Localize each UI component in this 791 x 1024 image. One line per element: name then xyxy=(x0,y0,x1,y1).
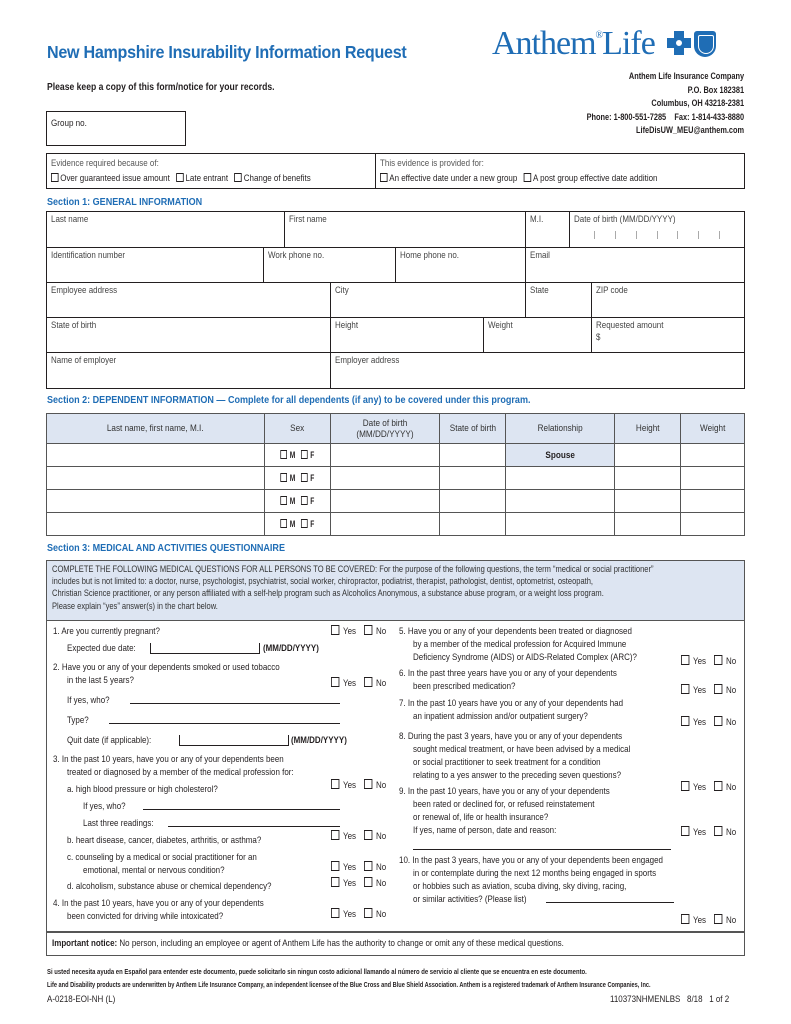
question-3-cont: treated or diagnosed by a member of the medical profession for: xyxy=(67,767,294,778)
sex-m-checkbox[interactable] xyxy=(281,496,288,505)
field-label: Height xyxy=(335,320,359,331)
question-7: 7. In the past 10 years have you or any of your dependents had xyxy=(399,698,624,709)
logo-brand: Anthem xyxy=(492,25,596,62)
logo-suffix: Life xyxy=(602,25,655,62)
company-name: Anthem Life Insurance Company xyxy=(628,71,744,81)
dependents-table xyxy=(46,413,745,536)
question-1: 1. Are you currently pregnant? xyxy=(53,626,160,637)
intro-line: includes but is not limited to: a doctor, nurse, psychologist, psychiatrist, social worker, chiropractor, podiatrist, therapist, pathologist, dentist, optometrist, osteopath, xyxy=(52,576,594,587)
question-10-cont: or similar activities? (Please list) xyxy=(413,894,527,905)
question-5-cont: Deficiency Syndrome (AIDS) or AIDS-Related Complex (ARC)? xyxy=(413,652,637,663)
question-10: 10. In the past 3 years, have you or any of your dependents been engaged xyxy=(399,855,663,866)
sex-m-checkbox[interactable] xyxy=(281,473,288,482)
questions-box xyxy=(46,620,745,932)
no-checkbox[interactable] xyxy=(364,861,372,871)
type-label: Type? xyxy=(67,715,89,726)
yes-checkbox[interactable] xyxy=(681,826,689,836)
weight-cell[interactable] xyxy=(681,490,745,513)
employer-address-field[interactable] xyxy=(331,353,744,388)
no-checkbox[interactable] xyxy=(714,684,722,694)
relationship-cell[interactable] xyxy=(506,513,615,536)
who-input[interactable] xyxy=(143,800,340,810)
option-post-group[interactable] xyxy=(524,173,658,184)
no-checkbox[interactable] xyxy=(714,781,722,791)
option-late-entrant[interactable] xyxy=(176,173,228,184)
intro-line: COMPLETE THE FOLLOWING MEDICAL QUESTIONS FOR ALL PERSONS TO BE COVERED: For the purpose of the following questions, the term “medical or social practitioner” xyxy=(52,564,654,574)
readings-label: Last three readings: xyxy=(83,818,154,829)
group-number-label: Group no. xyxy=(51,118,87,129)
name-cell[interactable] xyxy=(47,513,265,536)
question-3a: a. high blood pressure or high cholesterol? xyxy=(67,784,218,795)
state-field[interactable] xyxy=(526,283,592,317)
option-label: Late entrant xyxy=(185,173,229,184)
col-relationship: Relationship xyxy=(506,414,615,444)
page-title: New Hampshire Insurability Information Request xyxy=(47,42,407,62)
no-checkbox[interactable] xyxy=(714,914,722,924)
question-6-cont: been prescribed medication? xyxy=(413,681,516,692)
notice-label: Important notice: xyxy=(52,938,118,949)
email-field[interactable] xyxy=(526,248,744,282)
type-input[interactable] xyxy=(109,714,340,724)
question-7-cont: an inpatient admission and/or outpatient surgery? xyxy=(413,711,588,722)
important-notice xyxy=(46,932,745,956)
question-9-cont: or renewal of, life or health insurance? xyxy=(413,812,549,823)
dob-cell[interactable] xyxy=(331,444,440,467)
q3c-yes-no: Yes No xyxy=(331,861,388,873)
quit-date-input[interactable] xyxy=(179,735,289,746)
name-cell[interactable] xyxy=(47,444,265,467)
dob-cell[interactable] xyxy=(331,513,440,536)
option-label: Change of benefits xyxy=(243,173,311,184)
height-field[interactable] xyxy=(331,318,484,352)
yes-checkbox[interactable] xyxy=(331,677,339,687)
weight-field[interactable] xyxy=(484,318,592,352)
due-date-label: Expected due date: xyxy=(67,643,136,654)
field-label: Employer address xyxy=(335,355,400,366)
relationship-cell[interactable] xyxy=(506,490,615,513)
question-4-cont: been convicted for driving while intoxicated? xyxy=(67,911,224,922)
question-10-cont: or hobbies such as aviation, scuba diving, sky diving, racing, xyxy=(413,881,627,892)
q3a-yes-no: Yes No xyxy=(331,779,388,791)
employer-name-field[interactable] xyxy=(47,353,331,388)
yes-checkbox[interactable] xyxy=(331,830,339,840)
q10-yes-no: Yes No xyxy=(681,914,738,926)
q8-yes-no: Yes No xyxy=(681,781,738,793)
field-label: Last name xyxy=(51,214,89,225)
no-checkbox[interactable] xyxy=(364,779,372,789)
weight-cell[interactable] xyxy=(681,444,745,467)
currency-symbol: $ xyxy=(596,332,601,343)
state-cell[interactable] xyxy=(440,444,506,467)
weight-cell[interactable] xyxy=(681,513,745,536)
home-phone-field[interactable] xyxy=(396,248,526,282)
section3-heading: Section 3: MEDICAL AND ACTIVITIES QUESTIONNAIRE xyxy=(47,542,285,554)
field-label: Identification number xyxy=(51,250,126,261)
question-3: 3. In the past 10 years, have you or any of your dependents been xyxy=(53,754,284,765)
intro-line: Christian Science practitioner, or any person affiliated with a self-help program such as Alcoholics Anonymous, a substance abuse program, or a weight loss program. xyxy=(52,588,604,599)
who-input[interactable] xyxy=(130,694,340,704)
field-label: Date of birth (MM/DD/YYYY) xyxy=(574,214,676,225)
keep-copy-note: Please keep a copy of this form/notice for your records. xyxy=(47,82,275,93)
question-2-cont: in the last 5 years? xyxy=(67,675,134,686)
option-label: An effective date under a new group xyxy=(389,173,518,184)
checkbox[interactable] xyxy=(380,173,388,182)
option-label: A post group effective date addition xyxy=(532,173,658,184)
spanish-notice: Si usted necesita ayuda en Español para entender este documento, puede solicitarlo sin ningun costo adicional llamando al número de servicio al cliente que se encuentra en este documento. xyxy=(47,967,587,976)
activities-input[interactable] xyxy=(546,893,674,903)
checkbox[interactable] xyxy=(176,173,184,182)
questionnaire-intro xyxy=(46,560,745,620)
po-box: P.O. Box 182381 xyxy=(687,84,744,95)
question-8-cont: sought medical treatment, or have been advised by a medical xyxy=(413,744,631,755)
due-date-input[interactable] xyxy=(150,643,260,654)
dob-field[interactable] xyxy=(570,212,744,247)
blue-shield-icon xyxy=(694,31,716,57)
no-checkbox[interactable] xyxy=(714,655,722,665)
field-label: City xyxy=(335,285,349,296)
company-address xyxy=(552,70,744,138)
question-4: 4. In the past 10 years, have you or any of your dependents xyxy=(53,898,264,909)
sex-m-checkbox[interactable] xyxy=(281,450,288,459)
field-label: M.I. xyxy=(530,214,544,225)
no-checkbox[interactable] xyxy=(714,826,722,836)
who-label: If yes, who? xyxy=(67,695,110,706)
sex-cell: M F xyxy=(265,467,331,490)
field-label: State xyxy=(530,285,549,296)
employee-address-field[interactable] xyxy=(47,283,331,317)
anthem-life-logo: Anthem®Life xyxy=(492,24,716,64)
field-label: Work phone no. xyxy=(268,250,325,261)
question-3c: c. counseling by a medical or social practitioner for an xyxy=(67,852,257,863)
company-city: Columbus, OH 43218-2381 xyxy=(651,98,744,108)
dob-cell[interactable] xyxy=(331,490,440,513)
mi-field[interactable] xyxy=(526,212,570,247)
yes-checkbox[interactable] xyxy=(681,914,689,924)
section1-heading: Section 1: GENERAL INFORMATION xyxy=(47,196,203,208)
q1-yes-no: Yes No xyxy=(331,625,388,637)
sex-cell: M F xyxy=(265,513,331,536)
evidence-box xyxy=(46,153,745,189)
sex-cell: M F xyxy=(265,444,331,467)
question-3d: d. alcoholism, substance abuse or chemical dependency? xyxy=(67,881,272,892)
sex-f-checkbox[interactable] xyxy=(301,496,308,505)
relationship-cell[interactable] xyxy=(506,467,615,490)
height-cell[interactable] xyxy=(615,513,681,536)
yes-checkbox[interactable] xyxy=(681,781,689,791)
section2-heading: Section 2: DEPENDENT INFORMATION — Complete for all dependents (if any) to be covered under this program. xyxy=(47,394,531,406)
table-row xyxy=(47,490,745,513)
sex-f-checkbox[interactable] xyxy=(301,450,308,459)
document-code: 110373NHMENLBS 8/18 1 of 2 xyxy=(610,994,730,1005)
q7-yes-no: Yes No xyxy=(681,716,738,728)
first-name-field[interactable] xyxy=(285,212,526,247)
col-weight: Weight xyxy=(681,414,745,444)
question-3c-cont: emotional, mental or nervous condition? xyxy=(83,865,225,876)
group-number-field[interactable] xyxy=(46,111,186,146)
sex-cell: M F xyxy=(265,490,331,513)
question-9: 9. In the past 10 years, have you or any of your dependents xyxy=(399,786,610,797)
question-8-cont: relating to a yes answer to the preceding seven questions? xyxy=(413,770,622,781)
question-9-cont: been rated or declined for, or refused reinstatement xyxy=(413,799,595,810)
checkbox[interactable] xyxy=(51,173,59,182)
col-height: Height xyxy=(615,414,681,444)
no-checkbox[interactable] xyxy=(714,716,722,726)
quit-date-label: Quit date (if applicable): xyxy=(67,735,152,746)
company-email: LifeDisUW_MEU@anthem.com xyxy=(635,125,744,135)
question-9-reason-label: If yes, name of person, date and reason: xyxy=(413,825,557,836)
zip-field[interactable] xyxy=(592,283,744,317)
checkbox[interactable] xyxy=(235,173,243,182)
yes-checkbox[interactable] xyxy=(681,655,689,665)
yes-checkbox[interactable] xyxy=(331,625,339,635)
weight-cell[interactable] xyxy=(681,467,745,490)
who-label: If yes, who? xyxy=(83,801,126,812)
q3b-yes-no: Yes No xyxy=(331,830,388,842)
general-info-grid xyxy=(46,211,745,389)
height-cell[interactable] xyxy=(615,467,681,490)
question-3b: b. heart disease, cancer, diabetes, arthritis, or asthma? xyxy=(67,835,262,846)
checkbox[interactable] xyxy=(524,173,532,182)
field-label: Employee address xyxy=(51,285,118,296)
phone-fax: Phone: 1-800-551-7285 Fax: 1-814-433-8880 xyxy=(586,111,744,122)
q4-yes-no: Yes No xyxy=(331,908,388,920)
readings-input[interactable] xyxy=(168,817,340,827)
field-label: First name xyxy=(289,214,327,225)
date-format-hint: (MM/DD/YYYY) xyxy=(291,735,347,746)
sex-f-checkbox[interactable] xyxy=(301,519,308,528)
field-label: ZIP code xyxy=(596,285,628,296)
state-cell[interactable] xyxy=(440,467,506,490)
sex-f-checkbox[interactable] xyxy=(301,473,308,482)
blue-cross-icon xyxy=(667,31,691,55)
field-label: Home phone no. xyxy=(400,250,460,261)
id-number-field[interactable] xyxy=(47,248,264,282)
table-row xyxy=(47,444,745,467)
yes-checkbox[interactable] xyxy=(331,908,339,918)
q3d-yes-no: Yes No xyxy=(331,877,388,889)
requested-amount-field[interactable] xyxy=(592,318,744,352)
notice-text: No person, including an employee or agent of Anthem Life has the authority to change or omit any of these medical questions. xyxy=(117,938,564,949)
state-cell[interactable] xyxy=(440,513,506,536)
no-checkbox[interactable] xyxy=(364,830,372,840)
option-new-group[interactable] xyxy=(380,173,517,184)
field-label: Name of employer xyxy=(51,355,117,366)
state-cell[interactable] xyxy=(440,490,506,513)
table-row xyxy=(47,513,745,536)
field-label: State of birth xyxy=(51,320,97,331)
city-field[interactable] xyxy=(331,283,526,317)
question-8: 8. During the past 3 years, have you or any of your dependents xyxy=(399,731,623,742)
field-label: Email xyxy=(530,250,550,261)
yes-checkbox[interactable] xyxy=(331,877,339,887)
q6-yes-no: Yes No xyxy=(681,684,738,696)
questions-right-column xyxy=(399,625,739,906)
dob-tick-marks xyxy=(574,231,740,239)
option-over-gi[interactable] xyxy=(51,173,170,184)
col-state-of-birth: State of birth xyxy=(440,414,506,444)
q5-yes-no: Yes No xyxy=(681,655,738,667)
intro-line: Please explain “yes” answer(s) in the chart below. xyxy=(52,600,218,611)
field-label: Requested amount xyxy=(596,320,664,331)
relationship-cell: Spouse xyxy=(506,444,615,467)
reason-input[interactable] xyxy=(413,840,671,850)
form-id: A-0218-EOI-NH (L) xyxy=(47,994,116,1005)
no-checkbox[interactable] xyxy=(364,877,372,887)
question-6: 6. In the past three years have you or any of your dependents xyxy=(399,668,617,679)
date-format-hint: (MM/DD/YYYY) xyxy=(263,643,319,654)
legal-notice: Life and Disability products are underwritten by Anthem Life Insurance Company, an independent licensee of the Blue Cross and Blue Shield Association. Anthem is a registered trademark of Anthem Insurance Companies, Inc. xyxy=(47,980,651,989)
dob-cell[interactable] xyxy=(331,467,440,490)
state-of-birth-field[interactable] xyxy=(47,318,331,352)
yes-checkbox[interactable] xyxy=(331,779,339,789)
col-dob: Date of birth (MM/DD/YYYY) xyxy=(331,414,440,444)
height-cell[interactable] xyxy=(615,490,681,513)
sex-m-checkbox[interactable] xyxy=(281,519,288,528)
field-label: Weight xyxy=(488,320,513,331)
option-change-benefits[interactable] xyxy=(235,173,311,184)
question-5: 5. Have you or any of your dependents been treated or diagnosed xyxy=(399,626,632,637)
option-label: Over guaranteed issue amount xyxy=(60,173,170,184)
yes-checkbox[interactable] xyxy=(681,684,689,694)
question-10-cont: in or contemplate during the next 12 months being engaged in sports xyxy=(413,868,657,879)
name-cell[interactable] xyxy=(47,467,265,490)
last-name-field[interactable] xyxy=(47,212,285,247)
no-checkbox[interactable] xyxy=(364,625,372,635)
yes-checkbox[interactable] xyxy=(331,861,339,871)
work-phone-field[interactable] xyxy=(264,248,396,282)
col-sex: Sex xyxy=(265,414,331,444)
question-8-cont: or social practitioner to seek treatment for a condition xyxy=(413,757,601,768)
col-name: Last name, first name, M.I. xyxy=(47,414,265,444)
no-checkbox[interactable] xyxy=(364,908,372,918)
question-5-cont: by a member of the medical profession for Acquired Immune xyxy=(413,639,627,650)
evidence-required-label: Evidence required because of: xyxy=(51,158,159,169)
no-checkbox[interactable] xyxy=(364,677,372,687)
name-cell[interactable] xyxy=(47,490,265,513)
table-header-row xyxy=(47,414,745,444)
q2-yes-no: Yes No xyxy=(331,677,388,689)
q9-yes-no: Yes No xyxy=(681,826,738,838)
question-2: 2. Have you or any of your dependents smoked or used tobacco xyxy=(53,662,280,673)
height-cell[interactable] xyxy=(615,444,681,467)
table-row xyxy=(47,467,745,490)
evidence-provided-label: This evidence is provided for: xyxy=(380,158,484,169)
yes-checkbox[interactable] xyxy=(681,716,689,726)
